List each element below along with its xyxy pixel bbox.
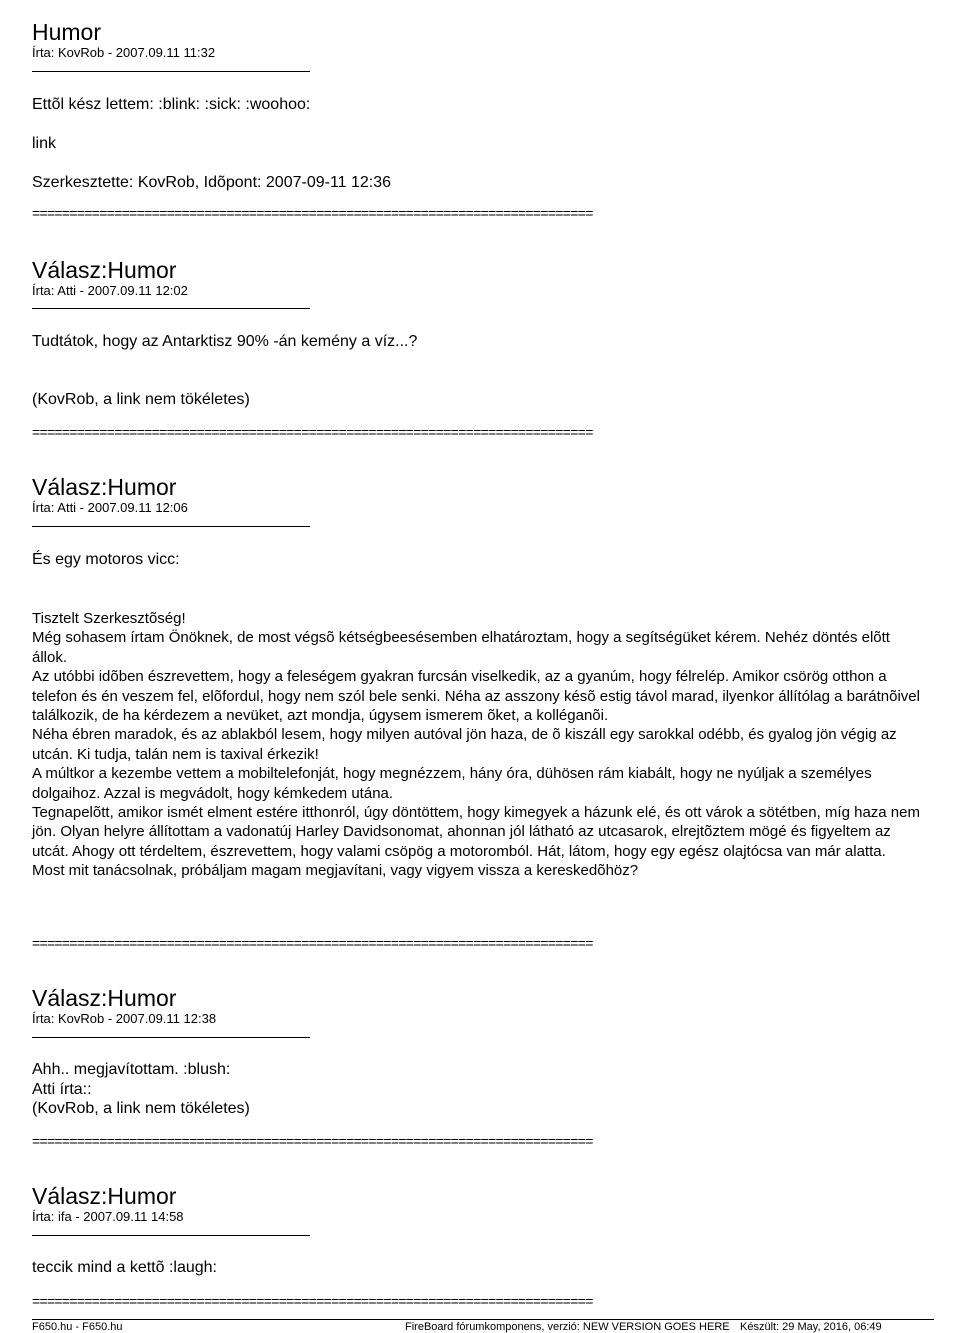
header-underline	[32, 1235, 310, 1236]
post-meta: Írta: ifa - 2007.09.11 14:58	[32, 1209, 184, 1224]
post-meta: Írta: KovRob - 2007.09.11 11:32	[32, 45, 216, 60]
post-body	[32, 609, 922, 881]
post-line: (KovRob, a link nem tökéletes)	[32, 391, 250, 408]
post-paragraph: Néha ébren maradok, és az ablakból lesem, hogy milyen autóval jön haza, de õ kiszáll egy sarokkal odébb, és gyalog jön végig az utcán. Ki tudja, talán nem is taxival érkezik!	[32, 726, 897, 763]
page-footer	[0, 1319, 960, 1332]
header-underline	[32, 71, 310, 72]
post-line: Tudtátok, hogy az Antarktisz 90% -án kemény a víz...?	[32, 333, 418, 350]
post-meta: Írta: KovRob - 2007.09.11 12:38	[32, 1011, 217, 1026]
post-4	[32, 985, 216, 1027]
post-title: Válasz:Humor	[32, 1183, 177, 1209]
post-paragraph: Tegnapelõtt, amikor ismét elment estére itthonról, úgy döntöttem, hogy kimegyek a házunk elé, és ott várok a sötétben, míg haza nem jön. Olyan helyre állítottam a vadonatúj Harley Davidsonomat, ahonnan jól látható az utcasarok, elrejtõztem mögé és figyeltem az utcát. Ahogy ott térdeltem, észrevettem, hogy valami csöpög a motoromból. Hát, látom, hogy egy egész olajtócsa van már alatta.	[32, 804, 920, 860]
post-edit-note: Szerkesztette: KovRob, Idõpont: 2007-09-11 12:36	[32, 174, 392, 191]
footer-rule	[32, 1319, 934, 1320]
post-separator: ===========================================================================	[32, 1294, 593, 1308]
post-separator: ===========================================================================	[32, 1134, 593, 1148]
post-line: Atti írta::	[32, 1081, 92, 1098]
post-paragraph: Az utóbbi idõben észrevettem, hogy a feleségem gyakran furcsán viselkedik, az a gyanúm, hogy félrelép. Amikor csörög otthon a telefon és én veszem fel, elõfordul, hogy nem szól bele senki. Néha az asszony késõ estig távol marad, ilyenkor állítólag a barátnõivel találkozik, de ha kérdezem a nevüket, azt mondja, úgysem ismerem õket, a kolléganõi.	[32, 668, 920, 725]
footer-site: F650.hu - F650.hu	[32, 1321, 123, 1333]
post-paragraph: Tisztelt Szerkesztõség!	[32, 610, 186, 627]
post-line: Ahh.. megjavítottam. :blush:	[32, 1061, 231, 1078]
post-line: teccik mind a kettõ :laugh:	[32, 1259, 217, 1276]
post-3	[32, 474, 188, 516]
post-separator: ===========================================================================	[32, 425, 593, 439]
post-meta: Írta: Atti - 2007.09.11 12:06	[32, 500, 188, 515]
post-title: Humor	[32, 19, 102, 45]
post-paragraph: Még sohasem írtam Önöknek, de most végsõ kétségbeesésemben elhatároztam, hogy a segítségüket kérem. Nehéz döntés elõtt állok.	[32, 629, 890, 666]
post-title: Válasz:Humor	[32, 474, 177, 500]
footer-timestamp: Készült: 29 May, 2016, 06:49	[740, 1321, 882, 1333]
post-meta: Írta: Atti - 2007.09.11 12:02	[32, 283, 188, 298]
post-separator: ===========================================================================	[32, 936, 593, 950]
post-paragraph: A múltkor a kezembe vettem a mobiltelefonját, hogy megnézzem, hány óra, dühösen rám kiabált, hogy ne nyúljak a személyes dolgaihoz. Azzal is megvádolt, hogy kémkedem utána.	[32, 765, 872, 802]
post-2	[32, 257, 188, 299]
post-separator: ===========================================================================	[32, 206, 593, 220]
post-line: (KovRob, a link nem tökéletes)	[32, 1100, 250, 1117]
post-5	[32, 1183, 184, 1225]
post-line: Ettõl kész lettem: :blink: :sick: :woohoo:	[32, 96, 311, 113]
post-paragraph: Most mit tanácsolnak, próbáljam magam megjavítani, vagy vigyem vissza a kereskedõhöz?	[32, 862, 639, 880]
header-underline	[32, 1037, 310, 1038]
post-line: És egy motoros vicc:	[32, 551, 180, 568]
post-1	[32, 19, 215, 61]
post-link[interactable]: link	[32, 135, 57, 152]
footer-credit: FireBoard fórumkomponens, verzió: NEW VERSION GOES HERE	[405, 1321, 730, 1333]
post-title: Válasz:Humor	[32, 257, 177, 283]
post-title: Válasz:Humor	[32, 985, 177, 1011]
header-underline	[32, 526, 310, 527]
header-underline	[32, 308, 310, 309]
